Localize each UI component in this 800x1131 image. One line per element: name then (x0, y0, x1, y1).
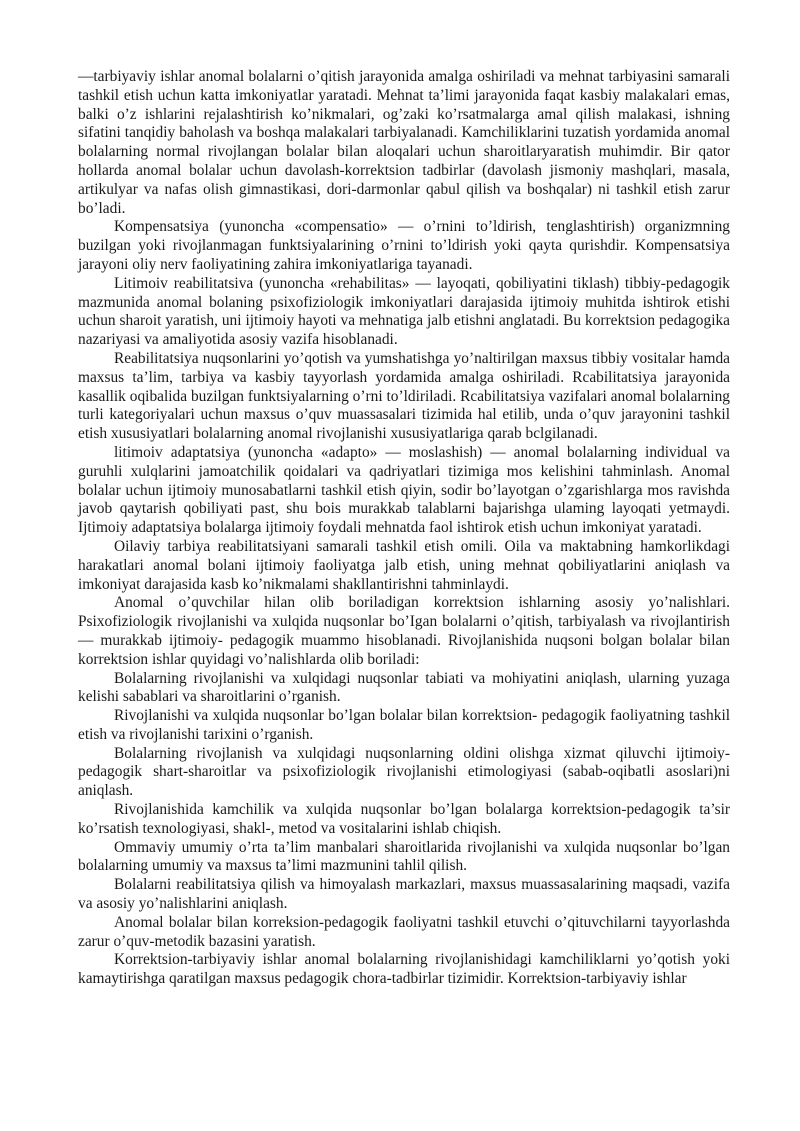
paragraph: Anomal o’quvchilar hilan olib boriladigan korrektsion ishlarning asosiy yo’nalishlari. Psixofiziologik rivojlanishi va xulqida nuqsonlar bo’Igan bolalarni o’qitish, tarbiyalash va rivojlantirish — murakkab ijtimoiy- pedagogik muammo hisoblanadi. Rivojlanishida nuqsoni bolgan bolalar bilan korrektsion ishlar quyidagi vo’nalishlarda olib boriladi: (78, 594, 730, 668)
paragraph: Litimoiv reabilitatsiva (yunoncha «rehabilitas» — layoqati, qobiliyatini tiklash) tibbiy-pedagogik mazmunida anomal bolaning psixofiziologik imkoniyatlari darajasida ijtimoiy muhitda ishtirok etishi uchun sharoit yaratish, uni ijtimoiy hayoti va mehnatiga jalb etishni anglatadi. Bu korrektsion pedagogika nazariyasi va amaliyotida asosiy vazifa hisoblanadi. (78, 274, 730, 349)
paragraph: —tarbiyaviy ishlar anomal bolalarni o’qitish jarayonida amalga oshiriladi va mehnat tarbiyasini samarali tashkil etish uchun katta imkoniyatlar yaratadi. Mehnat ta’limi jarayonida faqat kasbiy malakalari emas, balki o’z ishlarini rejalashtirish ko’nikmalari, og’zaki ko’rsatmalarga amal qilish malakasi, ishning sifatini tanqidiy baholash va boshqa malakalari tarbiyalanadi. Kamchiliklarini tuzatish yordamida anomal bolalarning normal rivojlangan bolalar bilan aloqalari uchun sharoitlaryaratish muhimdir. Bir qator hollarda anomal bolalar uchun davolash-korrektsion tadbirlar (davolash jismoniy mashqlari, masala, artikulyar va nafas olish gimnastikasi, dori-darmonlar qabul qilish va boshqalar) ni tashkil etish zarur bo’ladi. (78, 68, 730, 217)
paragraph: Korrektsion-tarbiyaviy ishlar anomal bolalarning rivojlanishidagi kamchiliklarni yo’qotish yoki kamaytirishga qaratilgan maxsus pedagogik chora-tadbirlar tizimidir. Korrektsion-tarbiyaviy ishlar (78, 951, 730, 988)
paragraph: Oilaviy tarbiya reabilitatsiyani samarali tashkil etish omili. Oila va maktabning hamkorlikdagi harakatlari anomal bolani ijtimoiy faoliyatga jalb etish, uning mehnat qobiliyatlarini aniqlash va imkoniyat darajasida kasb ko’nikmalami shakllantirishni tahminlaydi. (78, 537, 730, 593)
paragraph: Bolalarni reabilitatsiya qilish va himoyalash markazlari, maxsus muassasalarining maqsadi, vazifa va asosiy yo’nalishlarini aniqlash. (78, 876, 730, 913)
paragraph: Bolalarning rivojlanishi va xulqidagi nuqsonlar tabiati va mohiyatini aniqlash, ularning yuzaga kelishi sabablari va sharoitlarini o’rganish. (78, 669, 730, 706)
paragraph: litimoiv adaptatsiya (yunoncha «adapto» — moslashish) — anomal bolalarning individual va guruhli xulqlarini jamoatchilik qoidalari va qadriyatlari tizimiga mos kelishini tahminlash. Anomal bolalar uchun ijtimoiy munosabatlarni tashkil etish qiyin, sodir bo’layotgan o’zgarishlarga mos ravishda javob qaytarish qobiliyati past, shu bois murakkab talablarni bajarishga ulaming layoqati yetmaydi. Ijtimoiy adaptatsiya bolalarga ijtimoiy foydali mehnatda faol ishtirok etish uchun imkoniyat yaratadi. (78, 443, 730, 537)
paragraph: Anomal bolalar bilan korreksion-pedagogik faoliyatni tashkil etuvchi o’qituvchilarni tayyorlashda zarur o’quv-metodik bazasini yaratish. (78, 913, 730, 950)
paragraph: Rivojlanishi va xulqida nuqsonlar bo’lgan bolalar bilan korrektsion- pedagogik faoliyatning tashkil etish va rivojlanishi tarixini o’rganish. (78, 707, 730, 743)
paragraph: Kompensatsiya (yunoncha «compensatio» — o’rnini to’ldirish, tenglashtirish) organizmning buzilgan yoki rivojlanmagan funktsiyalarining o’rnini to’ldirish yoki qayta qurishdir. Kompensatsiya jarayoni oliy nerv faoliyatining zahira imkoniyatlariga tayanadi. (78, 218, 730, 273)
paragraph: Reabilitatsiya nuqsonlarini yo’qotish va yumshatishga yo’naltirilgan maxsus tibbiy vositalar hamda maxsus ta’lim, tarbiya va kasbiy tayyorlash yordamida amalga oshiriladi. Rcabilitatsiya jarayonida kasallik oqibalida buzilgan funktsiyalarning o’rni to’ldiriladi. Rcabilitatsiya vazifalari anomal bolalarning turli kategoriyalari uchun maxsus o’quv muassasalari tizimida hal etilib, unda o’quv jarayonini tashkil etish xususiyatlari bolalarning anomal rivojlanishi xususiyatlariga qarab bclgilanadi. (78, 349, 730, 443)
paragraph: Bolalarning rivojlanish va xulqidagi nuqsonlarning oldini olishga xizmat qiluvchi ijtimoiy-pedagogik shart-sharoitlar va psixofiziologik rivojlanishi etimologiyasi (sabab-oqibatli asoslari)ni aniqlash. (78, 744, 730, 800)
paragraph: Ommaviy umumiy o’rta ta’lim manbalari sharoitlarida rivojlanishi va xulqida nuqsonlar bo’lgan bolalarning umumiy va maxsus ta’limi mazmunini tahlil qilish. (78, 838, 730, 875)
paragraph: Rivojlanishida kamchilik va xulqida nuqsonlar bo’lgan bolalarga korrektsion-pedagogik ta’sir ko’rsatish texnologiyasi, shakl-, metod va vositalarini ishlab chiqish. (78, 801, 730, 837)
